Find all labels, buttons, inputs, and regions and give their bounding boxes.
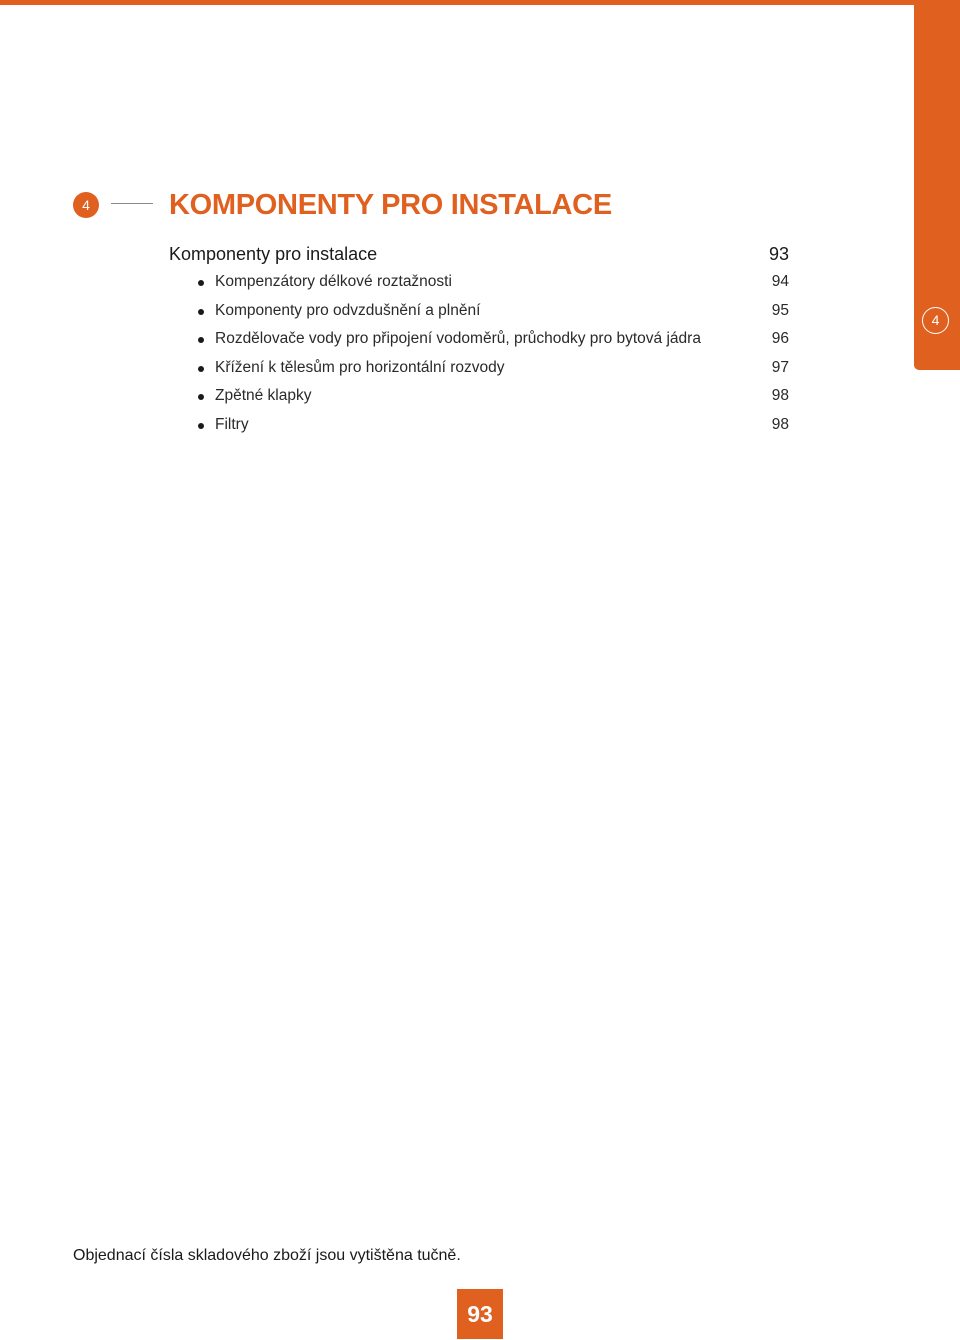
side-tab-chapter-number: 4 xyxy=(922,307,949,334)
toc-item-page: 95 xyxy=(771,301,789,319)
top-accent-bar xyxy=(0,0,960,5)
toc-item-label: Rozdělovače vody pro připojení vodoměrů, průchodky pro bytová jádra xyxy=(215,330,701,348)
chapter-title: KOMPONENTY PRO INSTALACE xyxy=(169,189,612,221)
chapter-number-badge: 4 xyxy=(73,192,99,218)
toc-item-page: 98 xyxy=(771,415,789,433)
footnote: Objednací čísla skladového zboží jsou vytištěna tučně. xyxy=(73,1247,461,1264)
table-of-contents xyxy=(169,240,789,440)
toc-item-label: Zpětné klapky xyxy=(215,387,312,405)
toc-main-page: 93 xyxy=(768,244,789,264)
toc-item[interactable] xyxy=(169,411,789,440)
toc-item-page: 96 xyxy=(771,330,789,348)
toc-item-page: 94 xyxy=(771,273,789,290)
toc-item-label: Komponenty pro odvzdušnění a plnění xyxy=(215,301,481,319)
chapter-side-tab[interactable] xyxy=(914,0,960,370)
bullet-icon xyxy=(198,337,204,343)
toc-item-page: 97 xyxy=(771,358,789,376)
page-number-badge: 93 xyxy=(457,1289,503,1339)
bullet-icon xyxy=(198,423,204,429)
toc-main-entry[interactable] xyxy=(169,240,789,268)
toc-item-page: 98 xyxy=(771,387,789,405)
toc-item[interactable] xyxy=(169,325,789,354)
toc-item[interactable] xyxy=(169,297,789,326)
toc-item[interactable] xyxy=(169,382,789,411)
bullet-icon xyxy=(198,280,204,286)
toc-item[interactable] xyxy=(169,354,789,383)
toc-item-label: Kompenzátory délkové roztažnosti xyxy=(215,273,452,290)
toc-item-label: Filtry xyxy=(215,415,249,433)
toc-main-label: Komponenty pro instalace xyxy=(169,244,378,264)
bullet-icon xyxy=(198,309,204,315)
chapter-divider-line xyxy=(111,203,153,204)
bullet-icon xyxy=(198,366,204,372)
bullet-icon xyxy=(198,394,204,400)
toc-item-label: Křížení k tělesům pro horizontální rozvody xyxy=(215,358,505,376)
toc-item[interactable] xyxy=(169,268,789,297)
